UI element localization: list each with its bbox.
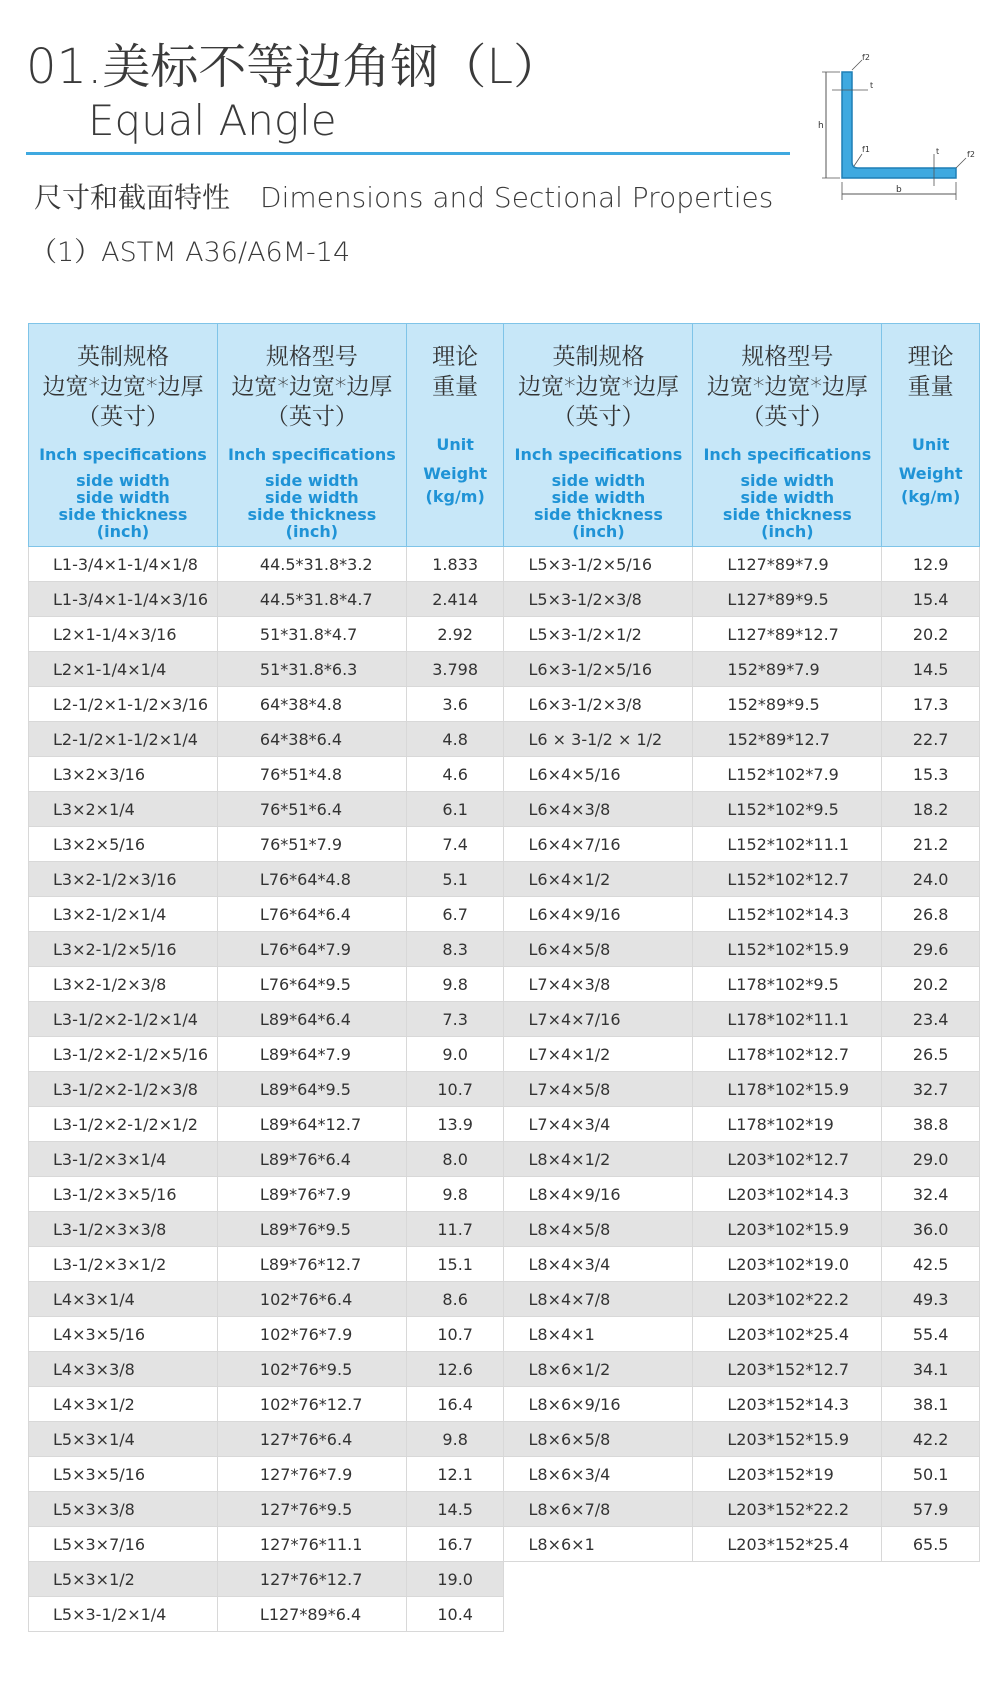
- table-cell-inch-spec-2: L8×6×7/8: [504, 1492, 693, 1527]
- table-cell-model-2: L178*102*15.9: [693, 1072, 882, 1107]
- table-cell-weight: 7.4: [406, 827, 504, 862]
- table-cell-weight: 16.7: [406, 1527, 504, 1562]
- table-cell-inch-spec-2: L7×4×7/16: [504, 1002, 693, 1037]
- table-cell-inch-spec: L4×3×5/16: [29, 1317, 218, 1352]
- table-cell-model-2: L152*102*9.5: [693, 792, 882, 827]
- table-cell-model-2: L203*102*14.3: [693, 1177, 882, 1212]
- dimension-line: [854, 154, 862, 166]
- table-cell-inch-spec: L3-1/2×3×3/8: [29, 1212, 218, 1247]
- table-row: [29, 1002, 980, 1037]
- table-cell-model-2: 152*89*12.7: [693, 722, 882, 757]
- table-cell-inch-spec-2: L6×4×1/2: [504, 862, 693, 897]
- table-cell-weight-2: 32.4: [882, 1177, 980, 1212]
- diagram-label-f2-top: f2: [862, 53, 870, 62]
- table-cell-inch-spec-2: L8×4×7/8: [504, 1282, 693, 1317]
- table-cell-model: L89*76*7.9: [217, 1177, 406, 1212]
- table-cell-weight: 14.5: [406, 1492, 504, 1527]
- table-cell-inch-spec-2: L7×4×3/8: [504, 967, 693, 1002]
- table-cell-weight-2: 18.2: [882, 792, 980, 827]
- table-cell-inch-spec-2: L8×6×1/2: [504, 1352, 693, 1387]
- table-cell-model: 127*76*9.5: [217, 1492, 406, 1527]
- table-cell-inch-spec: L3-1/2×2-1/2×1/2: [29, 1107, 218, 1142]
- table-cell-weight: 2.92: [406, 617, 504, 652]
- table-cell-model: 127*76*12.7: [217, 1562, 406, 1597]
- table-cell-model-2: L203*102*19.0: [693, 1247, 882, 1282]
- table-cell-inch-spec-2: L8×6×5/8: [504, 1422, 693, 1457]
- table-cell-weight-2: 22.7: [882, 722, 980, 757]
- table-row: [29, 1317, 980, 1352]
- table-cell-model: L89*64*9.5: [217, 1072, 406, 1107]
- table-row: [29, 547, 980, 582]
- table-cell-model: 127*76*11.1: [217, 1527, 406, 1562]
- table-cell-weight: 9.0: [406, 1037, 504, 1072]
- table-cell-model-2: L203*152*15.9: [693, 1422, 882, 1457]
- table-cell-inch-spec-2: L8×6×1: [504, 1527, 693, 1562]
- table-cell-inch-spec-2: L5×3-1/2×1/2: [504, 617, 693, 652]
- table-cell-inch-spec-2: L6×4×5/8: [504, 932, 693, 967]
- table-cell-weight: 7.3: [406, 1002, 504, 1037]
- table-cell-model-2: L152*102*14.3: [693, 897, 882, 932]
- table-cell-model-2: L152*102*11.1: [693, 827, 882, 862]
- table-cell-inch-spec: L5×3×1/4: [29, 1422, 218, 1457]
- col-header-inch-spec: 英制规格 边宽*边宽*边厚 （英寸） Inch specifications side width side width side thickness (inch): [29, 324, 218, 547]
- table-cell-model-2: L127*89*12.7: [693, 617, 882, 652]
- table-cell-inch-spec: L3-1/2×2-1/2×1/4: [29, 1002, 218, 1037]
- table-cell-model-2: L203*102*22.2: [693, 1282, 882, 1317]
- table-cell-inch-spec: L3×2×5/16: [29, 827, 218, 862]
- table-row: [29, 1422, 980, 1457]
- table-cell-weight-2: 21.2: [882, 827, 980, 862]
- table-cell-weight-2: 42.2: [882, 1422, 980, 1457]
- table-cell-weight: 10.7: [406, 1317, 504, 1352]
- table-cell-inch-spec: L3×2-1/2×3/8: [29, 967, 218, 1002]
- table-cell-weight-2: 14.5: [882, 652, 980, 687]
- table-cell-weight: 3.798: [406, 652, 504, 687]
- diagram-label-f1: f1: [862, 145, 870, 154]
- table-cell-inch-spec: L3-1/2×3×1/2: [29, 1247, 218, 1282]
- table-cell-weight-2: 38.1: [882, 1387, 980, 1422]
- table-cell-inch-spec: L5×3-1/2×1/4: [29, 1597, 218, 1632]
- table-cell-model-2: L152*102*12.7: [693, 862, 882, 897]
- table-cell-inch-spec: L2×1-1/4×3/16: [29, 617, 218, 652]
- col-header-weight: 理论 重量 Unit Weight (kg/m): [406, 324, 504, 547]
- table-cell-weight: 6.1: [406, 792, 504, 827]
- table-cell-inch-spec-2: L8×4×1: [504, 1317, 693, 1352]
- diagram-label-t-top: t: [870, 81, 874, 90]
- table-cell-model: 102*76*12.7: [217, 1387, 406, 1422]
- table-cell-model-2: L203*102*12.7: [693, 1142, 882, 1177]
- table-row: [29, 1492, 980, 1527]
- table-row: [29, 1107, 980, 1142]
- table-cell-weight-2: 49.3: [882, 1282, 980, 1317]
- table-cell-inch-spec: L4×3×1/2: [29, 1387, 218, 1422]
- table-cell-model: 102*76*6.4: [217, 1282, 406, 1317]
- table-cell-model: L89*76*12.7: [217, 1247, 406, 1282]
- table-cell-weight-2: 15.3: [882, 757, 980, 792]
- table-cell-inch-spec-2: L6×3-1/2×5/16: [504, 652, 693, 687]
- diagram-label-b: b: [896, 185, 902, 195]
- table-cell-weight-2: 20.2: [882, 617, 980, 652]
- table-cell-inch-spec-2: L5×3-1/2×5/16: [504, 547, 693, 582]
- table-row: [29, 722, 980, 757]
- table-cell-weight: 19.0: [406, 1562, 504, 1597]
- title-underline: [26, 152, 790, 155]
- table-cell-weight: 4.8: [406, 722, 504, 757]
- table-cell-weight: 12.6: [406, 1352, 504, 1387]
- table-cell-model-2: L178*102*12.7: [693, 1037, 882, 1072]
- table-cell-weight: 16.4: [406, 1387, 504, 1422]
- angle-section-diagram: [818, 50, 988, 210]
- table-cell-model: L76*64*7.9: [217, 932, 406, 967]
- table-cell-inch-spec-2: L8×4×5/8: [504, 1212, 693, 1247]
- table-cell-empty: [693, 1562, 882, 1597]
- table-cell-model: 64*38*6.4: [217, 722, 406, 757]
- table-cell-weight-2: 23.4: [882, 1002, 980, 1037]
- table-row: [29, 932, 980, 967]
- table-cell-inch-spec: L4×3×1/4: [29, 1282, 218, 1317]
- table-cell-model-2: L178*102*11.1: [693, 1002, 882, 1037]
- table-row: [29, 1212, 980, 1247]
- table-cell-model: L89*64*6.4: [217, 1002, 406, 1037]
- table-cell-model-2: 152*89*7.9: [693, 652, 882, 687]
- diagram-label-t-right: t: [936, 147, 940, 156]
- table-row: [29, 1247, 980, 1282]
- col-header-model-2: 规格型号 边宽*边宽*边厚 （英寸） Inch specifications side width side width side thickness (inch): [693, 324, 882, 547]
- table-cell-weight: 10.7: [406, 1072, 504, 1107]
- table-cell-weight-2: 17.3: [882, 687, 980, 722]
- table-cell-weight-2: 26.5: [882, 1037, 980, 1072]
- table-cell-weight-2: 50.1: [882, 1457, 980, 1492]
- table-cell-model-2: L203*102*25.4: [693, 1317, 882, 1352]
- table-cell-inch-spec: L1-3/4×1-1/4×3/16: [29, 582, 218, 617]
- table-row: [29, 687, 980, 722]
- table-cell-weight-2: 20.2: [882, 967, 980, 1002]
- table-cell-model: L127*89*6.4: [217, 1597, 406, 1632]
- dimension-line: [852, 60, 862, 70]
- table-row: [29, 862, 980, 897]
- table-cell-inch-spec: L5×3×1/2: [29, 1562, 218, 1597]
- table-row: [29, 1527, 980, 1562]
- table-cell-model: 51*31.8*4.7: [217, 617, 406, 652]
- table-cell-model-2: L152*102*15.9: [693, 932, 882, 967]
- table-cell-weight: 6.7: [406, 897, 504, 932]
- table-cell-inch-spec-2: L7×4×3/4: [504, 1107, 693, 1142]
- table-cell-weight: 12.1: [406, 1457, 504, 1492]
- table-cell-model: 127*76*6.4: [217, 1422, 406, 1457]
- table-cell-model-2: L127*89*7.9: [693, 547, 882, 582]
- table-row: [29, 652, 980, 687]
- table-cell-weight: 11.7: [406, 1212, 504, 1247]
- table-cell-model: L76*64*6.4: [217, 897, 406, 932]
- table-cell-weight: 8.0: [406, 1142, 504, 1177]
- col-header-weight-2: 理论 重量 Unit Weight (kg/m): [882, 324, 980, 547]
- table-cell-inch-spec: L5×3×5/16: [29, 1457, 218, 1492]
- table-cell-weight: 1.833: [406, 547, 504, 582]
- table-cell-weight: 5.1: [406, 862, 504, 897]
- table-cell-model: 76*51*4.8: [217, 757, 406, 792]
- table-cell-weight-2: 38.8: [882, 1107, 980, 1142]
- table-cell-model: L89*76*6.4: [217, 1142, 406, 1177]
- table-cell-inch-spec-2: L6×3-1/2×3/8: [504, 687, 693, 722]
- table-cell-weight: 8.6: [406, 1282, 504, 1317]
- table-cell-model-2: L152*102*7.9: [693, 757, 882, 792]
- table-cell-inch-spec: L1-3/4×1-1/4×1/8: [29, 547, 218, 582]
- table-cell-empty: [882, 1597, 980, 1632]
- table-row: [29, 1072, 980, 1107]
- table-cell-inch-spec-2: L6×4×5/16: [504, 757, 693, 792]
- table-cell-model-2: L178*102*19: [693, 1107, 882, 1142]
- table-cell-model: L89*64*12.7: [217, 1107, 406, 1142]
- table-cell-inch-spec-2: L8×4×1/2: [504, 1142, 693, 1177]
- table-cell-weight-2: 26.8: [882, 897, 980, 932]
- table-cell-empty: [693, 1597, 882, 1632]
- page-title-en: Equal Angle: [88, 96, 337, 145]
- table-cell-inch-spec: L3-1/2×3×1/4: [29, 1142, 218, 1177]
- table-cell-weight: 4.6: [406, 757, 504, 792]
- table-cell-model: 44.5*31.8*3.2: [217, 547, 406, 582]
- table-row: [29, 1597, 980, 1632]
- table-cell-model: 64*38*4.8: [217, 687, 406, 722]
- table-cell-weight-2: 42.5: [882, 1247, 980, 1282]
- table-row: [29, 827, 980, 862]
- spec-table: [28, 323, 980, 1632]
- table-row: [29, 1177, 980, 1212]
- table-row: [29, 1142, 980, 1177]
- table-cell-inch-spec: L3-1/2×2-1/2×5/16: [29, 1037, 218, 1072]
- table-cell-empty: [504, 1562, 693, 1597]
- table-cell-weight-2: 55.4: [882, 1317, 980, 1352]
- table-cell-model: 76*51*6.4: [217, 792, 406, 827]
- table-cell-inch-spec: L3×2×3/16: [29, 757, 218, 792]
- table-cell-inch-spec-2: L8×4×3/4: [504, 1247, 693, 1282]
- table-row: [29, 792, 980, 827]
- table-cell-inch-spec-2: L7×4×1/2: [504, 1037, 693, 1072]
- col-header-inch-spec-2: 英制规格 边宽*边宽*边厚 （英寸） Inch specifications side width side width side thickness (inch): [504, 324, 693, 547]
- table-cell-empty: [504, 1597, 693, 1632]
- table-cell-model: L76*64*4.8: [217, 862, 406, 897]
- subtitle: [34, 176, 773, 216]
- table-cell-weight: 13.9: [406, 1107, 504, 1142]
- subtitle-en: Dimensions and Sectional Properties: [260, 181, 774, 214]
- table-cell-inch-spec: L3-1/2×3×5/16: [29, 1177, 218, 1212]
- diagram-label-f2-right: f2: [967, 150, 975, 159]
- table-cell-model: 102*76*9.5: [217, 1352, 406, 1387]
- table-row: [29, 582, 980, 617]
- table-cell-model: 127*76*7.9: [217, 1457, 406, 1492]
- table-cell-model: L76*64*9.5: [217, 967, 406, 1002]
- table-cell-weight-2: 57.9: [882, 1492, 980, 1527]
- table-cell-model: L89*76*9.5: [217, 1212, 406, 1247]
- table-row: [29, 897, 980, 932]
- table-cell-inch-spec-2: L6 × 3-1/2 × 1/2: [504, 722, 693, 757]
- table-cell-weight: 2.414: [406, 582, 504, 617]
- table-cell-inch-spec: L3×2-1/2×1/4: [29, 897, 218, 932]
- table-cell-model-2: L203*152*19: [693, 1457, 882, 1492]
- table-cell-inch-spec-2: L6×4×3/8: [504, 792, 693, 827]
- table-cell-inch-spec-2: L7×4×5/8: [504, 1072, 693, 1107]
- table-cell-weight: 3.6: [406, 687, 504, 722]
- table-cell-inch-spec: L2-1/2×1-1/2×1/4: [29, 722, 218, 757]
- table-cell-inch-spec-2: L6×4×9/16: [504, 897, 693, 932]
- table-cell-weight: 15.1: [406, 1247, 504, 1282]
- table-cell-weight-2: 29.6: [882, 932, 980, 967]
- table-row: [29, 1352, 980, 1387]
- table-cell-model-2: L203*152*12.7: [693, 1352, 882, 1387]
- table-cell-weight: 8.3: [406, 932, 504, 967]
- table-cell-weight-2: 29.0: [882, 1142, 980, 1177]
- table-cell-model: 76*51*7.9: [217, 827, 406, 862]
- table-row: [29, 967, 980, 1002]
- table-cell-model: 102*76*7.9: [217, 1317, 406, 1352]
- table-row: [29, 757, 980, 792]
- table-cell-weight: 10.4: [406, 1597, 504, 1632]
- table-cell-model: 51*31.8*6.3: [217, 652, 406, 687]
- table-cell-inch-spec: L5×3×3/8: [29, 1492, 218, 1527]
- table-cell-weight-2: 65.5: [882, 1527, 980, 1562]
- table-row: [29, 617, 980, 652]
- standard-label: （1）ASTM A36/A6M-14: [30, 237, 351, 268]
- table-cell-model: L89*64*7.9: [217, 1037, 406, 1072]
- table-cell-inch-spec: L3×2×1/4: [29, 792, 218, 827]
- table-cell-empty: [882, 1562, 980, 1597]
- table-cell-model-2: L178*102*9.5: [693, 967, 882, 1002]
- dimension-line: [956, 158, 966, 168]
- diagram-label-h: h: [818, 121, 824, 131]
- angle-profile-shape: [842, 72, 956, 178]
- subtitle-cn: 尺寸和截面特性: [34, 181, 231, 214]
- table-cell-model: 44.5*31.8*4.7: [217, 582, 406, 617]
- table-cell-weight-2: 12.9: [882, 547, 980, 582]
- table-cell-inch-spec-2: L8×6×3/4: [504, 1457, 693, 1492]
- table-header-row: [29, 324, 980, 547]
- table-row: [29, 1037, 980, 1072]
- spec-table-body: [29, 547, 980, 1632]
- table-cell-model-2: L127*89*9.5: [693, 582, 882, 617]
- table-cell-weight-2: 32.7: [882, 1072, 980, 1107]
- table-row: [29, 1562, 980, 1597]
- table-cell-inch-spec-2: L8×6×9/16: [504, 1387, 693, 1422]
- table-cell-weight-2: 15.4: [882, 582, 980, 617]
- table-cell-model-2: L203*152*22.2: [693, 1492, 882, 1527]
- table-cell-weight: 9.8: [406, 967, 504, 1002]
- table-cell-weight: 9.8: [406, 1177, 504, 1212]
- table-row: [29, 1282, 980, 1317]
- table-cell-inch-spec-2: L8×4×9/16: [504, 1177, 693, 1212]
- table-cell-inch-spec: L3×2-1/2×5/16: [29, 932, 218, 967]
- table-cell-weight-2: 24.0: [882, 862, 980, 897]
- table-cell-model-2: 152*89*9.5: [693, 687, 882, 722]
- table-cell-model-2: L203*152*25.4: [693, 1527, 882, 1562]
- table-row: [29, 1457, 980, 1492]
- table-row: [29, 1387, 980, 1422]
- table-cell-inch-spec: L4×3×3/8: [29, 1352, 218, 1387]
- table-cell-model-2: L203*152*14.3: [693, 1387, 882, 1422]
- table-cell-inch-spec: L3-1/2×2-1/2×3/8: [29, 1072, 218, 1107]
- table-cell-inch-spec: L3×2-1/2×3/16: [29, 862, 218, 897]
- col-header-model: 规格型号 边宽*边宽*边厚 （英寸） Inch specifications side width side width side thickness (inch): [217, 324, 406, 547]
- table-cell-weight-2: 36.0: [882, 1212, 980, 1247]
- table-cell-inch-spec-2: L6×4×7/16: [504, 827, 693, 862]
- table-cell-inch-spec: L2-1/2×1-1/2×3/16: [29, 687, 218, 722]
- table-cell-weight-2: 34.1: [882, 1352, 980, 1387]
- table-cell-weight: 9.8: [406, 1422, 504, 1457]
- page-title-cn: 01.美标不等边角钢（L）: [26, 39, 562, 95]
- table-cell-inch-spec-2: L5×3-1/2×3/8: [504, 582, 693, 617]
- table-cell-inch-spec: L5×3×7/16: [29, 1527, 218, 1562]
- table-cell-model-2: L203*102*15.9: [693, 1212, 882, 1247]
- table-cell-inch-spec: L2×1-1/4×1/4: [29, 652, 218, 687]
